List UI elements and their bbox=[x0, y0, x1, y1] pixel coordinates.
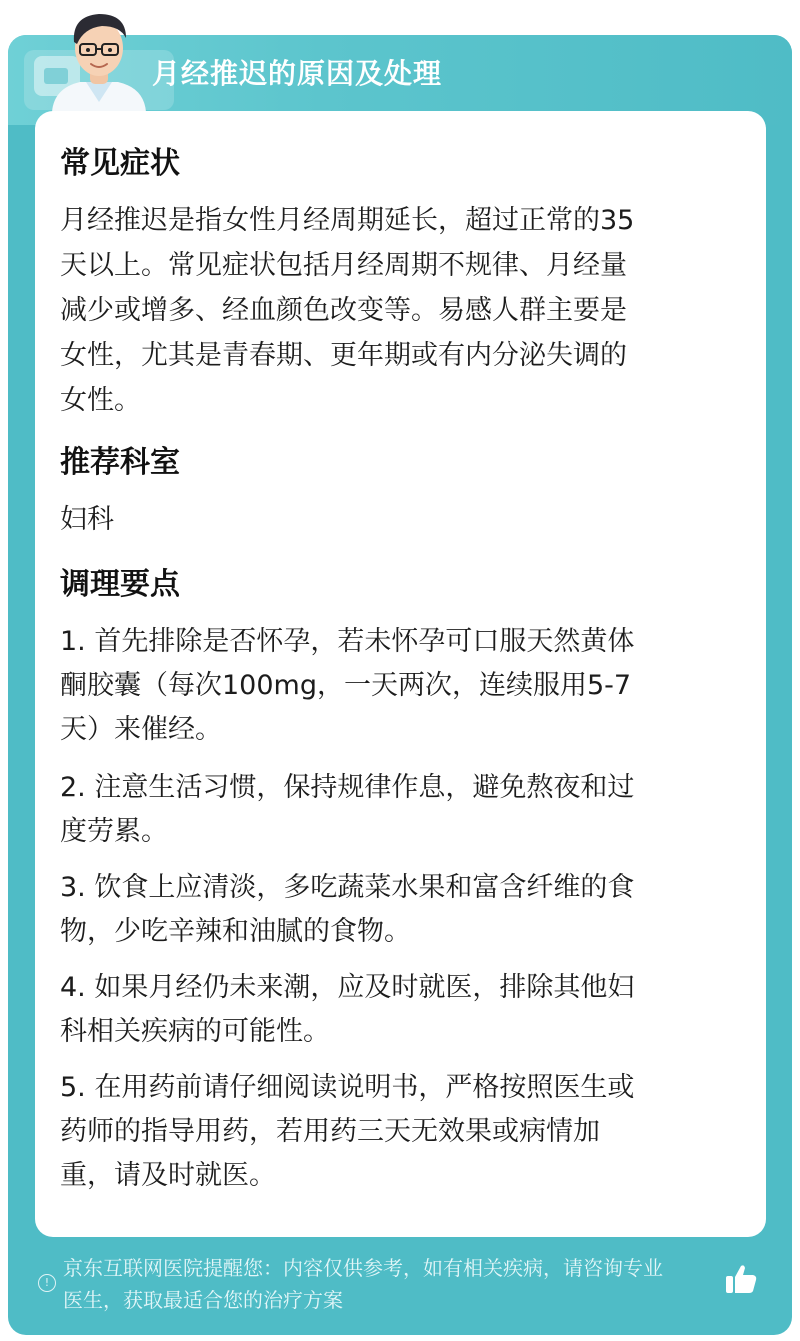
care-item-4 bbox=[60, 966, 728, 1054]
section-title-symptoms: 常见症状 bbox=[60, 146, 180, 181]
care-item-1 bbox=[60, 620, 728, 752]
care-line: 科相关疾病的可能性。 bbox=[60, 1016, 330, 1047]
care-item-2 bbox=[60, 766, 728, 854]
symptoms-line: 减少或增多、经血颜色改变等。易感人群主要是 bbox=[60, 295, 627, 326]
symptoms-line: 月经推迟是指女性月经周期延长，超过正常的35 bbox=[60, 205, 635, 236]
care-line: 重，请及时就医。 bbox=[60, 1160, 276, 1191]
care-line: 3. 饮食上应清淡，多吃蔬菜水果和富含纤维的食 bbox=[60, 872, 635, 903]
care-line: 1. 首先排除是否怀孕，若未怀孕可口服天然黄体 bbox=[60, 626, 635, 657]
info-icon: ! bbox=[38, 1274, 56, 1292]
care-line: 物，少吃辛辣和油腻的食物。 bbox=[60, 916, 411, 947]
care-line: 酮胶囊（每次100mg，一天两次，连续服用5-7 bbox=[60, 670, 632, 701]
care-item-5 bbox=[60, 1066, 728, 1198]
symptoms-text bbox=[60, 198, 730, 423]
footer-line: 京东互联网医院提醒您：内容仅供参考，如有相关疾病，请咨询专业 bbox=[63, 1256, 663, 1280]
care-line: 药师的指导用药，若用药三天无效果或病情加 bbox=[60, 1116, 600, 1147]
doctor-avatar bbox=[44, 4, 154, 112]
care-item-3 bbox=[60, 866, 728, 954]
section-title-department: 推荐科室 bbox=[60, 445, 180, 480]
care-line: 2. 注意生活习惯，保持规律作息，避免熬夜和过 bbox=[60, 772, 635, 803]
symptoms-line: 女性，尤其是青春期、更年期或有内分泌失调的 bbox=[60, 340, 627, 371]
care-line: 5. 在用药前请仔细阅读说明书，严格按照医生或 bbox=[60, 1072, 635, 1103]
care-line: 度劳累。 bbox=[60, 816, 168, 847]
symptoms-line: 女性。 bbox=[60, 385, 141, 416]
department-value: 妇科 bbox=[60, 504, 114, 535]
section-title-care: 调理要点 bbox=[60, 567, 180, 602]
footer-line: 医生，获取最适合您的治疗方案 bbox=[63, 1288, 343, 1312]
care-line: 天）来催经。 bbox=[60, 714, 222, 745]
symptoms-line: 天以上。常见症状包括月经周期不规律、月经量 bbox=[60, 250, 627, 281]
thumbs-up-icon[interactable] bbox=[724, 1262, 758, 1296]
footer-disclaimer bbox=[63, 1252, 727, 1316]
care-line: 4. 如果月经仍未来潮，应及时就医，排除其他妇 bbox=[60, 972, 635, 1003]
page-title: 月经推迟的原因及处理 bbox=[152, 57, 443, 90]
